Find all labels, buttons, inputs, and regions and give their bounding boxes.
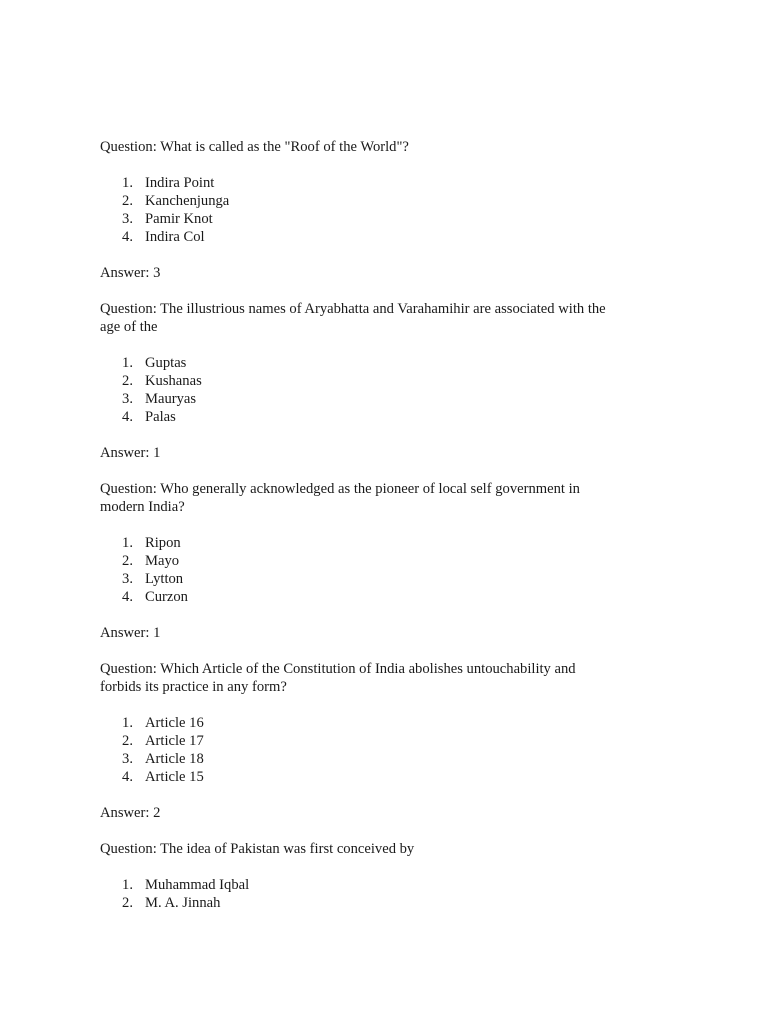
option-number: 1. bbox=[122, 715, 133, 731]
option-text: Article 15 bbox=[145, 769, 204, 785]
question-text: Question: The illustrious names of Aryabhatta and Varahamihir are associated with the age of the bbox=[100, 301, 606, 335]
options-list bbox=[100, 354, 620, 426]
question-block-4 bbox=[100, 660, 620, 822]
list-item bbox=[100, 372, 620, 390]
option-text: Kanchenjunga bbox=[145, 193, 230, 209]
option-number: 3. bbox=[122, 391, 133, 407]
option-number: 1. bbox=[122, 175, 133, 191]
option-number: 3. bbox=[122, 751, 133, 767]
answer-text: Answer: 1 bbox=[100, 445, 161, 461]
option-text: Indira Point bbox=[145, 175, 215, 191]
options-list bbox=[100, 714, 620, 786]
list-item bbox=[100, 750, 620, 768]
list-item bbox=[100, 408, 620, 426]
option-text: Guptas bbox=[145, 355, 187, 371]
option-number: 2. bbox=[122, 733, 133, 749]
option-number: 2. bbox=[122, 193, 133, 209]
question-block-1 bbox=[100, 138, 620, 282]
option-number: 1. bbox=[122, 535, 133, 551]
option-number: 4. bbox=[122, 769, 133, 785]
question-text: Question: What is called as the "Roof of the World"? bbox=[100, 139, 409, 155]
list-item bbox=[100, 192, 620, 210]
list-item bbox=[100, 174, 620, 192]
list-item bbox=[100, 876, 620, 894]
list-item bbox=[100, 390, 620, 408]
list-item bbox=[100, 714, 620, 732]
question-text: Question: The idea of Pakistan was first conceived by bbox=[100, 841, 415, 857]
option-number: 4. bbox=[122, 229, 133, 245]
option-text: Indira Col bbox=[145, 229, 205, 245]
option-number: 4. bbox=[122, 409, 133, 425]
option-number: 3. bbox=[122, 571, 133, 587]
options-list bbox=[100, 876, 620, 912]
list-item bbox=[100, 768, 620, 786]
option-text: Mauryas bbox=[145, 391, 197, 407]
question-block-3 bbox=[100, 480, 620, 642]
option-text: Lytton bbox=[145, 571, 184, 587]
answer-text: Answer: 2 bbox=[100, 805, 161, 821]
answer-text: Answer: 1 bbox=[100, 625, 161, 641]
list-item bbox=[100, 552, 620, 570]
options-list bbox=[100, 534, 620, 606]
list-item bbox=[100, 570, 620, 588]
option-text: Muhammad Iqbal bbox=[145, 877, 250, 893]
option-number: 1. bbox=[122, 877, 133, 893]
option-text: Curzon bbox=[145, 589, 188, 605]
list-item bbox=[100, 534, 620, 552]
option-text: Article 18 bbox=[145, 751, 204, 767]
option-number: 2. bbox=[122, 895, 133, 911]
option-text: Article 17 bbox=[145, 733, 204, 749]
question-block-2 bbox=[100, 300, 620, 462]
option-text: M. A. Jinnah bbox=[145, 895, 221, 911]
list-item bbox=[100, 894, 620, 912]
question-text: Question: Who generally acknowledged as the pioneer of local self government in modern India? bbox=[100, 481, 580, 515]
option-text: Article 16 bbox=[145, 715, 204, 731]
list-item bbox=[100, 354, 620, 372]
options-list bbox=[100, 174, 620, 246]
option-text: Palas bbox=[145, 409, 176, 425]
option-number: 2. bbox=[122, 373, 133, 389]
option-text: Pamir Knot bbox=[145, 211, 213, 227]
question-block-5 bbox=[100, 840, 620, 912]
option-text: Kushanas bbox=[145, 373, 202, 389]
answer-text: Answer: 3 bbox=[100, 265, 161, 281]
option-number: 4. bbox=[122, 589, 133, 605]
option-number: 1. bbox=[122, 355, 133, 371]
list-item bbox=[100, 732, 620, 750]
list-item bbox=[100, 210, 620, 228]
list-item bbox=[100, 228, 620, 246]
question-text: Question: Which Article of the Constitution of India abolishes untouchability and forbids its practice in any form? bbox=[100, 661, 576, 695]
option-text: Ripon bbox=[145, 535, 181, 551]
option-text: Mayo bbox=[145, 553, 180, 569]
list-item bbox=[100, 588, 620, 606]
option-number: 3. bbox=[122, 211, 133, 227]
option-number: 2. bbox=[122, 553, 133, 569]
document-page bbox=[100, 138, 620, 930]
